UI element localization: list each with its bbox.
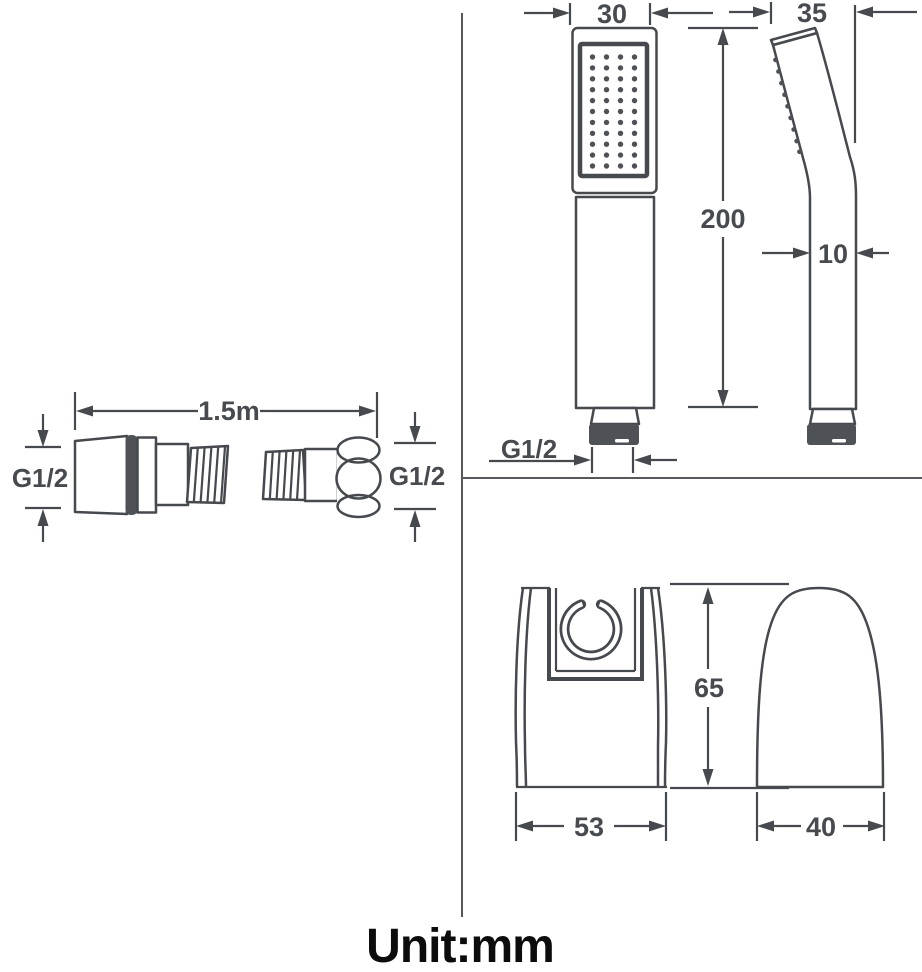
arrow-left-icon (516, 821, 533, 832)
arrow-right-icon (359, 406, 376, 417)
dim-head-width (524, 0, 713, 29)
dim-handset-length (688, 28, 758, 407)
dim-label-hose-thread-left: G1/2 (11, 463, 69, 493)
handset-front-thread-highlight (615, 439, 629, 443)
dim-bracket-side-width (757, 792, 885, 842)
dim-handle-thickness (762, 239, 889, 269)
arrow-left-icon (757, 821, 774, 832)
handset-front-handle (576, 197, 654, 408)
hose-right-corrugation (263, 450, 306, 500)
dim-label-handle-thickness: 10 (817, 239, 849, 269)
hose-left-neck (156, 444, 188, 505)
arrow-right-icon (574, 455, 591, 466)
handset-front-view (573, 28, 657, 445)
handset-side-view (771, 28, 856, 445)
dim-hose-thread-right (389, 412, 445, 542)
bracket-front-view (516, 588, 667, 787)
arrow-left-icon (634, 455, 651, 466)
hose-left-cone (75, 436, 127, 514)
bracket-front-right-inner (651, 588, 658, 787)
handset-side-body (773, 33, 856, 409)
hose-right-nut (337, 438, 381, 518)
dim-label-hose-thread-right: G1/2 (388, 461, 446, 491)
bracket-front-left-inner (525, 588, 531, 787)
arrow-left-icon (76, 406, 93, 417)
arrow-right-icon (649, 821, 666, 832)
hose-left-band (126, 435, 138, 515)
arrow-down-icon (718, 390, 729, 407)
arrow-right-icon (553, 8, 570, 19)
arrow-right-icon (868, 821, 885, 832)
arrow-up-icon (38, 509, 49, 526)
arrow-down-icon (703, 769, 714, 786)
arrow-down-icon (410, 426, 421, 443)
arrow-right-icon (793, 248, 810, 259)
handset-side-thread-highlight (832, 439, 846, 443)
dim-bracket-front-width (516, 792, 666, 842)
arrow-up-icon (410, 510, 421, 527)
dim-hose-length (75, 392, 377, 438)
hose-left-collar (138, 438, 157, 513)
arrow-up-icon (718, 28, 729, 45)
dim-label-head-width: 30 (596, 0, 628, 29)
dim-label-bracket-front-width: 53 (573, 812, 605, 842)
dim-label-bracket-height: 65 (693, 673, 725, 703)
handset-side-thread (807, 424, 856, 445)
bracket-c-clip-ring (565, 604, 618, 656)
arrow-right-icon (753, 7, 770, 18)
handset-front-thread (589, 424, 639, 445)
dim-label-handset-length: 200 (700, 204, 746, 234)
arrow-up-icon (703, 587, 714, 604)
hose-assembly (75, 435, 381, 517)
handset-front-taper (591, 408, 639, 424)
unit-label: Unit:mm (366, 920, 554, 972)
dim-hose-thread-left (12, 414, 68, 542)
hose-left-corrugation (187, 446, 228, 503)
arrow-left-icon (856, 248, 873, 259)
arrow-down-icon (38, 430, 49, 447)
bracket-side-view (757, 588, 883, 787)
dim-label-bracket-side-width: 40 (805, 812, 837, 842)
dim-handset-thread (489, 434, 677, 473)
bracket-side-dome (757, 588, 883, 787)
dim-label-handset-thread: G1/2 (500, 434, 558, 464)
dim-label-side-top-width: 35 (796, 0, 828, 28)
dim-label-hose-length: 1.5m (198, 396, 260, 426)
handset-side-taper (810, 409, 855, 424)
hose-right-neck (305, 449, 338, 501)
bracket-front-left-outer (516, 588, 523, 787)
